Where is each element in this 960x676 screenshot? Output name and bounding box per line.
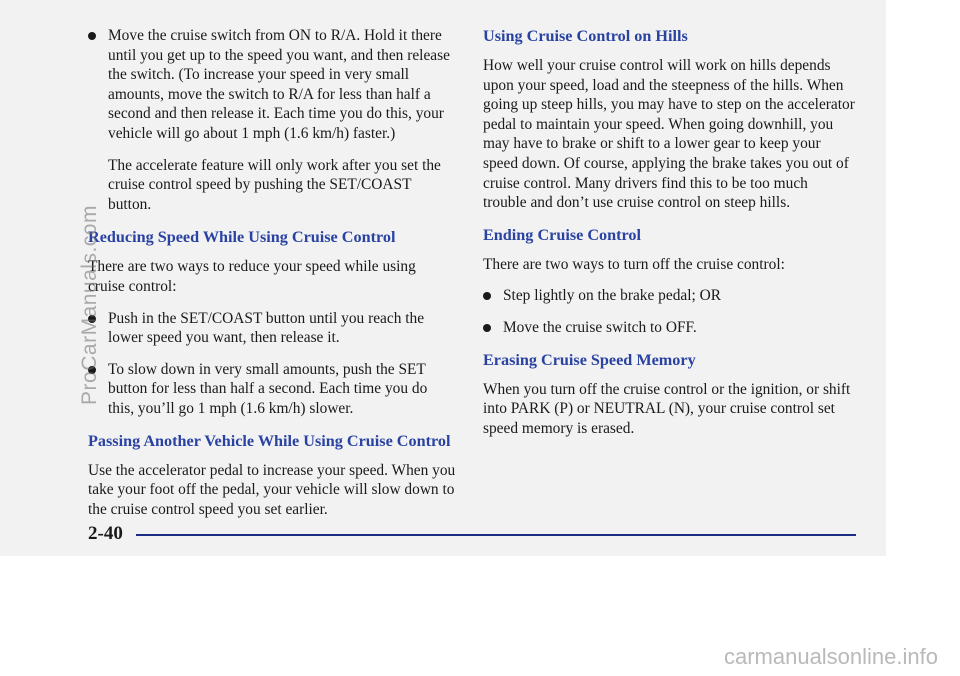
ending-cruise-heading: Ending Cruise Control [483, 225, 642, 244]
bullet-item [483, 286, 855, 306]
bullet-text-set-coast: Push in the SET/COAST button until you reach the lower speed you want, then release it. [108, 309, 425, 347]
hills-text: How well your cruise control will work on hills depends upon your speed, load and the steepness of the hills. When going up steep hills, you may have to step on the accelerator pedal to maintain your speed. When going downhill, you may have to brake or shift to a lower gear to keep your speed down. Of course, applying the brake takes you out of cruise control. Many drivers find this to be too much trouble and don’t use cruise control on steep hills. [483, 57, 855, 212]
bottom-watermark: carmanualsonline.info [723, 644, 938, 669]
left-column [88, 26, 456, 531]
bullet-text-r-a: Move the cruise switch from ON to R/A. Hold it there until you get up to the speed you want, and then release the switch. (To increase your speed in very small amounts, move the switch to R/A for less than half a second and then release it. Each time you do this, your vehicle will go about 1 mph (1.6 km/h) faster.) [108, 27, 450, 142]
passing-vehicle-text: Use the accelerator pedal to increase your speed. When you take your foot off the pedal, your vehicle will slow down to the cruise control speed you set earlier. [88, 461, 456, 518]
bullet-item [88, 26, 456, 144]
page-number: 2-40 [88, 523, 123, 544]
hills-heading: Using Cruise Control on Hills [483, 27, 688, 45]
reducing-speed-heading: Reducing Speed While Using Cruise Control [88, 228, 396, 247]
erasing-memory-heading: Erasing Cruise Speed Memory [483, 350, 696, 369]
bullet-item [88, 360, 456, 419]
right-column [483, 26, 855, 450]
bullet-text-off: Move the cruise switch to OFF. [503, 318, 697, 336]
accelerate-note: The accelerate feature will only work after you set the cruise control speed by pushing the SET/COAST button. [108, 156, 441, 213]
bullet-text-brake: Step lightly on the brake pedal; OR [503, 287, 721, 305]
bullet-item [483, 318, 855, 338]
bullet-item [88, 309, 456, 348]
side-watermark: ProCarManuals.com [78, 205, 101, 405]
bullet-icon [483, 292, 491, 300]
ending-cruise-intro: There are two ways to turn off the cruise control: [483, 255, 785, 273]
erasing-memory-text: When you turn off the cruise control or the ignition, or shift into PARK (P) or NEUTRAL (N), your cruise control set speed memory is erased. [483, 380, 851, 437]
footer-rule [136, 534, 856, 536]
passing-vehicle-heading: Passing Another Vehicle While Using Cruise Control [88, 431, 451, 450]
bullet-icon [483, 324, 491, 332]
bullet-text-slow-down: To slow down in very small amounts, push the SET button for less than half a second. Each time you do this, you’ll go 1 mph (1.6 km/h) slower. [108, 360, 428, 417]
bullet-icon [88, 32, 96, 40]
reducing-speed-intro: There are two ways to reduce your speed while using cruise control: [88, 258, 416, 295]
